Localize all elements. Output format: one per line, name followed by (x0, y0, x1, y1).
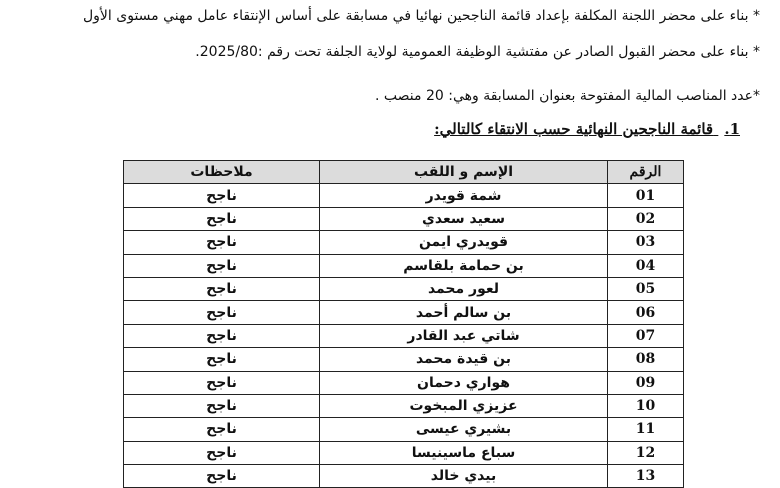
table-row (124, 441, 684, 464)
row-number: 01 (608, 184, 684, 207)
results-table (123, 160, 684, 488)
intro-line-committee: * بناء على محضر اللجنة المكلفة بإعداد قائمة الناجحين نهائيا في مسابقة على أساس الإنتقاء عامل مهني مستوى الأول (83, 8, 760, 24)
row-number: 04 (608, 254, 684, 277)
table-row (124, 231, 684, 254)
table-row (124, 371, 684, 394)
table-row (124, 277, 684, 300)
row-number: 05 (608, 277, 684, 300)
row-name-text: سعيد سعدي (422, 210, 505, 227)
row-name (320, 184, 608, 207)
table-row (124, 394, 684, 417)
row-name (320, 231, 608, 254)
row-name (320, 465, 608, 488)
row-number: 09 (608, 371, 684, 394)
table-row (124, 348, 684, 371)
row-note: ناجح (124, 231, 320, 254)
row-name (320, 348, 608, 371)
row-note: ناجح (124, 254, 320, 277)
section-title: قائمة الناجحين النهائية حسب الانتقاء كالتالي: (434, 120, 714, 138)
row-number: 02 (608, 207, 684, 230)
row-note: ناجح (124, 348, 320, 371)
row-number: 08 (608, 348, 684, 371)
row-name (320, 441, 608, 464)
table-row (124, 465, 684, 488)
table-row (124, 418, 684, 441)
section-number: 1. (724, 120, 740, 138)
row-name-text: قويدري ايمن (418, 234, 509, 251)
header-name: الإسم و اللقب (320, 161, 608, 184)
row-number: 12 (608, 441, 684, 464)
row-name-text: سباع ماسينيسا (411, 444, 516, 461)
row-name (320, 324, 608, 347)
row-note: ناجح (124, 465, 320, 488)
row-name-text: شمة قويدر (425, 187, 502, 204)
intro-line-positions: *عدد المناصب المالية المفتوحة بعنوان المسابقة وهي: 20 منصب . (374, 88, 760, 104)
row-name (320, 371, 608, 394)
header-notes: ملاحظات (124, 161, 320, 184)
table-row (124, 324, 684, 347)
table-row (124, 301, 684, 324)
row-number: 10 (608, 394, 684, 417)
row-name-text: بيدي خالد (430, 468, 497, 485)
row-name (320, 277, 608, 300)
row-name-text: بشيري عيسى (415, 421, 512, 438)
row-name-text: عزيزي المبخوت (409, 398, 518, 415)
row-number: 06 (608, 301, 684, 324)
row-name (320, 418, 608, 441)
row-note: ناجح (124, 301, 320, 324)
intro-line-approval: * بناء على محضر القبول الصادر عن مفتشية الوظيفة العمومية لولاية الجلفة تحت رقم :2025/80. (195, 44, 760, 60)
row-name (320, 394, 608, 417)
row-note: ناجح (124, 207, 320, 230)
table-header-row (124, 161, 684, 184)
row-note: ناجح (124, 418, 320, 441)
row-name-text: شاتي عبد القادر (407, 327, 520, 344)
row-note: ناجح (124, 324, 320, 347)
row-name-text: هواري دحمان (417, 374, 510, 391)
table-row (124, 184, 684, 207)
row-note: ناجح (124, 184, 320, 207)
row-name-text: بن سالم أحمد (415, 304, 512, 321)
row-name-text: لعور محمد (427, 281, 500, 298)
table-row (124, 254, 684, 277)
header-number: الرقم (608, 161, 684, 184)
row-name (320, 301, 608, 324)
row-number: 03 (608, 231, 684, 254)
row-number: 13 (608, 465, 684, 488)
row-name-text: بن قيدة محمد (415, 351, 512, 368)
row-name (320, 207, 608, 230)
row-name (320, 254, 608, 277)
table-row (124, 207, 684, 230)
row-note: ناجح (124, 394, 320, 417)
row-note: ناجح (124, 371, 320, 394)
row-number: 07 (608, 324, 684, 347)
row-name-text: بن حمامة بلقاسم (403, 257, 524, 274)
row-note: ناجح (124, 441, 320, 464)
row-note: ناجح (124, 277, 320, 300)
section-heading (434, 120, 740, 138)
row-number: 11 (608, 418, 684, 441)
